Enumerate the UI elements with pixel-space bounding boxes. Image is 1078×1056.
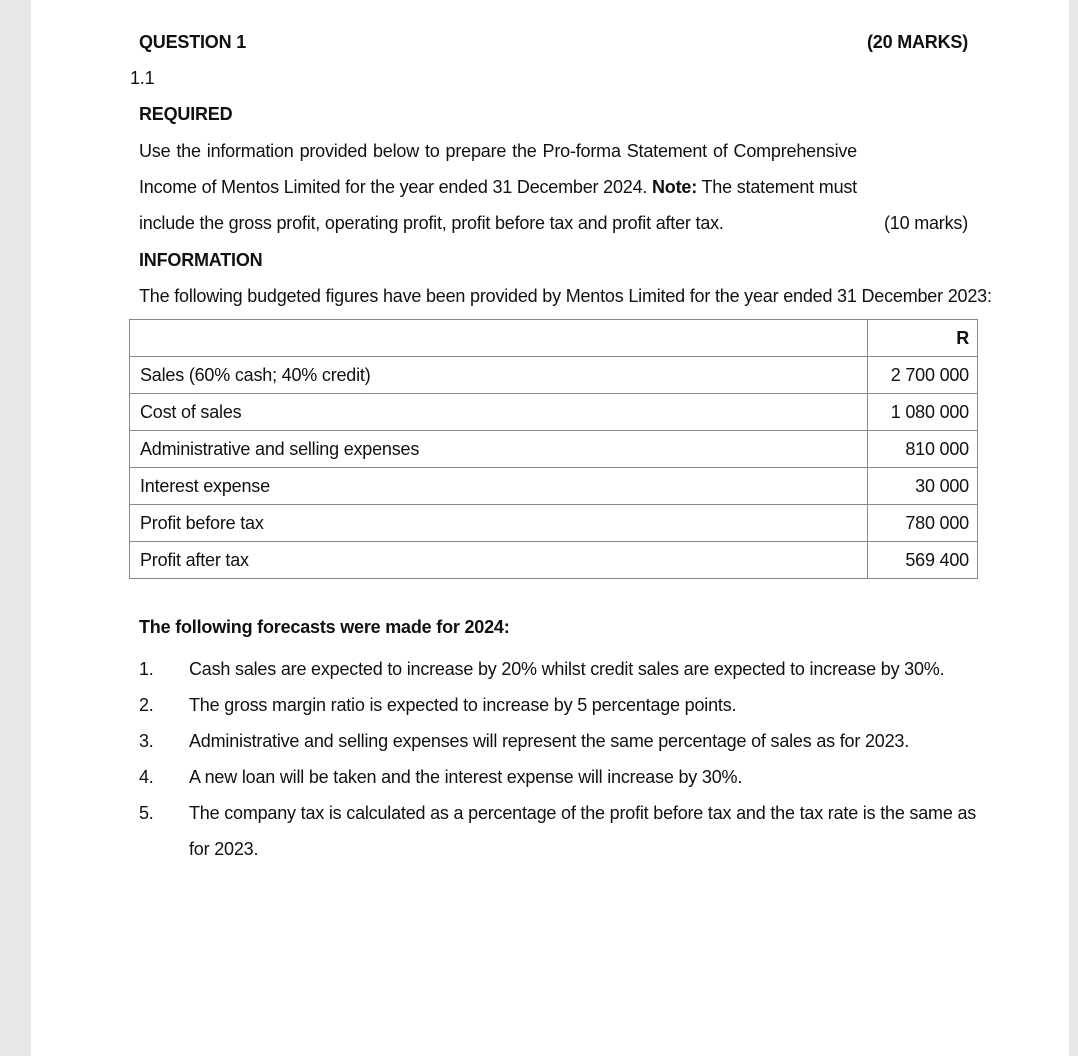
list-item-number: 3. bbox=[139, 731, 154, 751]
row-value: 1 080 000 bbox=[868, 394, 978, 431]
table-header-row bbox=[130, 320, 978, 357]
list-item-text: The gross margin ratio is expected to increase by 5 percentage points. bbox=[189, 695, 737, 715]
table-row bbox=[130, 357, 978, 394]
table-row bbox=[130, 542, 978, 579]
required-note-label: Note: bbox=[652, 177, 697, 197]
row-label: Profit before tax bbox=[130, 505, 868, 542]
list-item-number: 4. bbox=[139, 767, 154, 787]
list-item bbox=[139, 723, 999, 759]
table-row bbox=[130, 468, 978, 505]
table-header-label bbox=[130, 320, 868, 357]
required-line-2 bbox=[139, 176, 857, 198]
list-item-text: A new loan will be taken and the interest expense will increase by 30%. bbox=[189, 767, 743, 787]
information-intro: The following budgeted figures have been provided by Mentos Limited for the year ended 31 December 2023: bbox=[139, 286, 992, 306]
table-row bbox=[130, 505, 978, 542]
list-item-number: 2. bbox=[139, 695, 154, 715]
required-heading: REQUIRED bbox=[139, 104, 233, 124]
required-marks: (10 marks) bbox=[883, 213, 968, 233]
row-value: 2 700 000 bbox=[868, 357, 978, 394]
row-label: Cost of sales bbox=[130, 394, 868, 431]
row-label: Administrative and selling expenses bbox=[130, 431, 868, 468]
list-item-number: 5. bbox=[139, 803, 154, 823]
row-value: 30 000 bbox=[868, 468, 978, 505]
row-value: 569 400 bbox=[868, 542, 978, 579]
table-row bbox=[130, 431, 978, 468]
required-line-3: include the gross profit, operating profit, profit before tax and profit after tax. bbox=[139, 213, 724, 233]
list-item-number: 1. bbox=[139, 659, 154, 679]
forecasts-list bbox=[139, 651, 999, 867]
row-label: Interest expense bbox=[130, 468, 868, 505]
forecasts-heading: The following forecasts were made for 2024: bbox=[139, 617, 510, 637]
list-item bbox=[139, 795, 999, 867]
row-label: Sales (60% cash; 40% credit) bbox=[130, 357, 868, 394]
list-item bbox=[139, 651, 999, 687]
list-item bbox=[139, 687, 999, 723]
list-item-text: The company tax is calculated as a percentage of the profit before tax and the tax rate is the same as for 2023. bbox=[189, 803, 977, 859]
required-line-2-pre: Income of Mentos Limited for the year ended 31 December 2024. bbox=[139, 177, 648, 197]
question-marks: (20 MARKS) bbox=[866, 32, 968, 52]
table-row bbox=[130, 394, 978, 431]
required-line-1: Use the information provided below to prepare the Pro-forma Statement of Comprehensive bbox=[139, 141, 857, 161]
table-header-currency: R bbox=[868, 320, 978, 357]
question-title: QUESTION 1 bbox=[139, 32, 247, 52]
list-item bbox=[139, 759, 999, 795]
information-heading: INFORMATION bbox=[139, 250, 263, 270]
list-item-text: Administrative and selling expenses will represent the same percentage of sales as for 2023. bbox=[189, 731, 910, 751]
row-label: Profit after tax bbox=[130, 542, 868, 579]
row-value: 810 000 bbox=[868, 431, 978, 468]
list-item-text: Cash sales are expected to increase by 20% whilst credit sales are expected to increase by 30%. bbox=[189, 659, 945, 679]
document-page bbox=[31, 0, 1069, 1056]
required-line-2-post: The statement must bbox=[701, 177, 857, 197]
question-subnumber: 1.1 bbox=[130, 68, 155, 88]
budget-table bbox=[129, 319, 978, 579]
row-value: 780 000 bbox=[868, 505, 978, 542]
